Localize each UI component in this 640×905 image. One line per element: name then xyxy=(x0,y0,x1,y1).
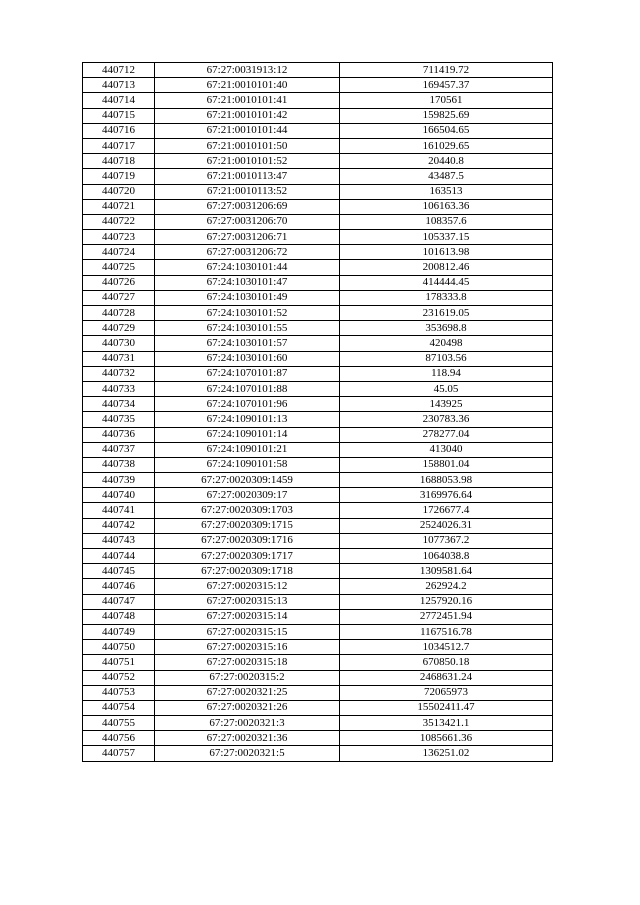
table-row xyxy=(83,397,553,412)
table-row xyxy=(83,503,553,518)
cadastral-value-cell: 1077367.2 xyxy=(340,533,553,548)
table-row xyxy=(83,123,553,138)
cadastral-number-cell: 67:24:1030101:44 xyxy=(155,260,340,275)
row-number-cell: 440735 xyxy=(83,412,155,427)
row-number-cell: 440737 xyxy=(83,442,155,457)
cadastral-value-cell: 1309581.64 xyxy=(340,564,553,579)
cadastral-number-cell: 67:27:0020315:2 xyxy=(155,670,340,685)
cadastral-value-cell: 108357.6 xyxy=(340,214,553,229)
table-row xyxy=(83,457,553,472)
row-number-cell: 440732 xyxy=(83,366,155,381)
cadastral-value-cell: 3513421.1 xyxy=(340,716,553,731)
cadastral-value-cell: 118.94 xyxy=(340,366,553,381)
cadastral-number-cell: 67:24:1090101:14 xyxy=(155,427,340,442)
cadastral-value-cell: 2524026.31 xyxy=(340,518,553,533)
table-row xyxy=(83,93,553,108)
table-row xyxy=(83,442,553,457)
row-number-cell: 440753 xyxy=(83,685,155,700)
row-number-cell: 440754 xyxy=(83,700,155,715)
row-number-cell: 440720 xyxy=(83,184,155,199)
cadastral-number-cell: 67:21:0010101:41 xyxy=(155,93,340,108)
row-number-cell: 440716 xyxy=(83,123,155,138)
table-row xyxy=(83,594,553,609)
cadastral-number-cell: 67:27:0031206:71 xyxy=(155,230,340,245)
row-number-cell: 440738 xyxy=(83,457,155,472)
cadastral-value-cell: 45.05 xyxy=(340,381,553,396)
cadastral-value-cell: 72065973 xyxy=(340,685,553,700)
table-row xyxy=(83,731,553,746)
table-row xyxy=(83,230,553,245)
cadastral-number-cell: 67:27:0020315:18 xyxy=(155,655,340,670)
table-row xyxy=(83,488,553,503)
cadastral-value-cell: 1688053.98 xyxy=(340,473,553,488)
cadastral-number-cell: 67:24:1030101:47 xyxy=(155,275,340,290)
cadastral-number-cell: 67:27:0020309:1716 xyxy=(155,533,340,548)
cadastral-number-cell: 67:27:0020309:1459 xyxy=(155,473,340,488)
table-row xyxy=(83,169,553,184)
row-number-cell: 440726 xyxy=(83,275,155,290)
cadastral-value-cell: 711419.72 xyxy=(340,63,553,78)
row-number-cell: 440743 xyxy=(83,533,155,548)
row-number-cell: 440755 xyxy=(83,716,155,731)
cadastral-value-cell: 143925 xyxy=(340,397,553,412)
cadastral-number-cell: 67:21:0010101:42 xyxy=(155,108,340,123)
cadastral-value-cell: 413040 xyxy=(340,442,553,457)
row-number-cell: 440734 xyxy=(83,397,155,412)
cadastral-value-cell: 1064038.8 xyxy=(340,549,553,564)
table-row xyxy=(83,275,553,290)
cadastral-value-cell: 178333.8 xyxy=(340,290,553,305)
cadastral-value-cell: 161029.65 xyxy=(340,138,553,153)
row-number-cell: 440717 xyxy=(83,138,155,153)
cadastral-number-cell: 67:24:1030101:52 xyxy=(155,306,340,321)
row-number-cell: 440731 xyxy=(83,351,155,366)
table-row xyxy=(83,260,553,275)
row-number-cell: 440725 xyxy=(83,260,155,275)
cadastral-number-cell: 67:27:0020309:17 xyxy=(155,488,340,503)
cadastral-number-cell: 67:21:0010101:44 xyxy=(155,123,340,138)
cadastral-value-cell: 101613.98 xyxy=(340,245,553,260)
table-row xyxy=(83,214,553,229)
table-row xyxy=(83,351,553,366)
cadastral-number-cell: 67:24:1030101:49 xyxy=(155,290,340,305)
table-row xyxy=(83,564,553,579)
cadastral-number-cell: 67:27:0031206:70 xyxy=(155,214,340,229)
cadastral-value-table xyxy=(82,62,553,762)
cadastral-number-cell: 67:21:0010113:52 xyxy=(155,184,340,199)
cadastral-value-cell: 106163.36 xyxy=(340,199,553,214)
cadastral-value-cell: 1034512.7 xyxy=(340,640,553,655)
row-number-cell: 440748 xyxy=(83,609,155,624)
cadastral-number-cell: 67:24:1030101:55 xyxy=(155,321,340,336)
cadastral-value-cell: 2772451.94 xyxy=(340,609,553,624)
table-row xyxy=(83,412,553,427)
table-row xyxy=(83,366,553,381)
cadastral-number-cell: 67:24:1030101:57 xyxy=(155,336,340,351)
cadastral-number-cell: 67:27:0020309:1703 xyxy=(155,503,340,518)
table-row xyxy=(83,154,553,169)
cadastral-value-cell: 670850.18 xyxy=(340,655,553,670)
table-row xyxy=(83,609,553,624)
cadastral-number-cell: 67:27:0020309:1717 xyxy=(155,549,340,564)
table-row xyxy=(83,321,553,336)
row-number-cell: 440756 xyxy=(83,731,155,746)
cadastral-number-cell: 67:27:0020309:1715 xyxy=(155,518,340,533)
row-number-cell: 440746 xyxy=(83,579,155,594)
row-number-cell: 440750 xyxy=(83,640,155,655)
cadastral-value-cell: 353698.8 xyxy=(340,321,553,336)
row-number-cell: 440741 xyxy=(83,503,155,518)
cadastral-value-cell: 166504.65 xyxy=(340,123,553,138)
cadastral-value-cell: 15502411.47 xyxy=(340,700,553,715)
cadastral-number-cell: 67:27:0020321:36 xyxy=(155,731,340,746)
table-body xyxy=(83,63,553,762)
cadastral-value-cell: 87103.56 xyxy=(340,351,553,366)
cadastral-number-cell: 67:27:0031913:12 xyxy=(155,63,340,78)
cadastral-number-cell: 67:27:0020321:5 xyxy=(155,746,340,761)
table-row xyxy=(83,381,553,396)
row-number-cell: 440718 xyxy=(83,154,155,169)
table-row xyxy=(83,518,553,533)
row-number-cell: 440733 xyxy=(83,381,155,396)
row-number-cell: 440724 xyxy=(83,245,155,260)
row-number-cell: 440719 xyxy=(83,169,155,184)
cadastral-number-cell: 67:24:1030101:60 xyxy=(155,351,340,366)
row-number-cell: 440730 xyxy=(83,336,155,351)
table-row xyxy=(83,716,553,731)
table-row xyxy=(83,199,553,214)
cadastral-number-cell: 67:21:0010101:52 xyxy=(155,154,340,169)
table-row xyxy=(83,108,553,123)
cadastral-number-cell: 67:24:1090101:21 xyxy=(155,442,340,457)
cadastral-value-cell: 1257920.16 xyxy=(340,594,553,609)
table-row xyxy=(83,624,553,639)
row-number-cell: 440714 xyxy=(83,93,155,108)
row-number-cell: 440712 xyxy=(83,63,155,78)
cadastral-value-cell: 1167516.78 xyxy=(340,624,553,639)
cadastral-number-cell: 67:27:0020315:12 xyxy=(155,579,340,594)
cadastral-number-cell: 67:27:0020315:16 xyxy=(155,640,340,655)
row-number-cell: 440757 xyxy=(83,746,155,761)
cadastral-value-cell: 200812.46 xyxy=(340,260,553,275)
cadastral-value-cell: 414444.45 xyxy=(340,275,553,290)
row-number-cell: 440736 xyxy=(83,427,155,442)
cadastral-value-cell: 1085661.36 xyxy=(340,731,553,746)
cadastral-number-cell: 67:27:0020321:25 xyxy=(155,685,340,700)
cadastral-value-cell: 230783.36 xyxy=(340,412,553,427)
cadastral-value-cell: 231619.05 xyxy=(340,306,553,321)
cadastral-number-cell: 67:27:0020321:3 xyxy=(155,716,340,731)
table-row xyxy=(83,579,553,594)
cadastral-value-cell: 43487.5 xyxy=(340,169,553,184)
row-number-cell: 440752 xyxy=(83,670,155,685)
cadastral-number-cell: 67:27:0020315:13 xyxy=(155,594,340,609)
table-row xyxy=(83,549,553,564)
cadastral-value-cell: 170561 xyxy=(340,93,553,108)
row-number-cell: 440722 xyxy=(83,214,155,229)
cadastral-value-cell: 136251.02 xyxy=(340,746,553,761)
table-row xyxy=(83,746,553,761)
cadastral-number-cell: 67:21:0010113:47 xyxy=(155,169,340,184)
table-row xyxy=(83,670,553,685)
row-number-cell: 440728 xyxy=(83,306,155,321)
cadastral-value-cell: 1726677.4 xyxy=(340,503,553,518)
cadastral-value-cell: 105337.15 xyxy=(340,230,553,245)
cadastral-number-cell: 67:24:1070101:96 xyxy=(155,397,340,412)
row-number-cell: 440715 xyxy=(83,108,155,123)
cadastral-value-cell: 20440.8 xyxy=(340,154,553,169)
cadastral-value-cell: 278277.04 xyxy=(340,427,553,442)
cadastral-number-cell: 67:24:1090101:58 xyxy=(155,457,340,472)
cadastral-number-cell: 67:24:1090101:13 xyxy=(155,412,340,427)
cadastral-number-cell: 67:21:0010101:50 xyxy=(155,138,340,153)
row-number-cell: 440740 xyxy=(83,488,155,503)
table-row xyxy=(83,685,553,700)
cadastral-value-cell: 158801.04 xyxy=(340,457,553,472)
row-number-cell: 440727 xyxy=(83,290,155,305)
table-row xyxy=(83,78,553,93)
table-row xyxy=(83,138,553,153)
row-number-cell: 440745 xyxy=(83,564,155,579)
cadastral-number-cell: 67:24:1070101:87 xyxy=(155,366,340,381)
row-number-cell: 440749 xyxy=(83,624,155,639)
cadastral-value-cell: 3169976.64 xyxy=(340,488,553,503)
table-row xyxy=(83,336,553,351)
table-row xyxy=(83,245,553,260)
row-number-cell: 440751 xyxy=(83,655,155,670)
table-row xyxy=(83,700,553,715)
row-number-cell: 440713 xyxy=(83,78,155,93)
table-row xyxy=(83,184,553,199)
cadastral-value-cell: 262924.2 xyxy=(340,579,553,594)
table-row xyxy=(83,306,553,321)
cadastral-number-cell: 67:27:0020315:15 xyxy=(155,624,340,639)
row-number-cell: 440729 xyxy=(83,321,155,336)
cadastral-number-cell: 67:27:0031206:72 xyxy=(155,245,340,260)
cadastral-number-cell: 67:21:0010101:40 xyxy=(155,78,340,93)
cadastral-number-cell: 67:24:1070101:88 xyxy=(155,381,340,396)
cadastral-value-cell: 420498 xyxy=(340,336,553,351)
row-number-cell: 440744 xyxy=(83,549,155,564)
table-row xyxy=(83,533,553,548)
cadastral-number-cell: 67:27:0020309:1718 xyxy=(155,564,340,579)
table-row xyxy=(83,290,553,305)
cadastral-value-cell: 163513 xyxy=(340,184,553,199)
table-row xyxy=(83,473,553,488)
table-row xyxy=(83,655,553,670)
cadastral-value-cell: 159825.69 xyxy=(340,108,553,123)
cadastral-value-cell: 2468631.24 xyxy=(340,670,553,685)
cadastral-number-cell: 67:27:0031206:69 xyxy=(155,199,340,214)
cadastral-number-cell: 67:27:0020321:26 xyxy=(155,700,340,715)
cadastral-value-cell: 169457.37 xyxy=(340,78,553,93)
cadastral-number-cell: 67:27:0020315:14 xyxy=(155,609,340,624)
row-number-cell: 440721 xyxy=(83,199,155,214)
row-number-cell: 440739 xyxy=(83,473,155,488)
table-row xyxy=(83,640,553,655)
row-number-cell: 440723 xyxy=(83,230,155,245)
table-row xyxy=(83,427,553,442)
row-number-cell: 440747 xyxy=(83,594,155,609)
row-number-cell: 440742 xyxy=(83,518,155,533)
table-row xyxy=(83,63,553,78)
